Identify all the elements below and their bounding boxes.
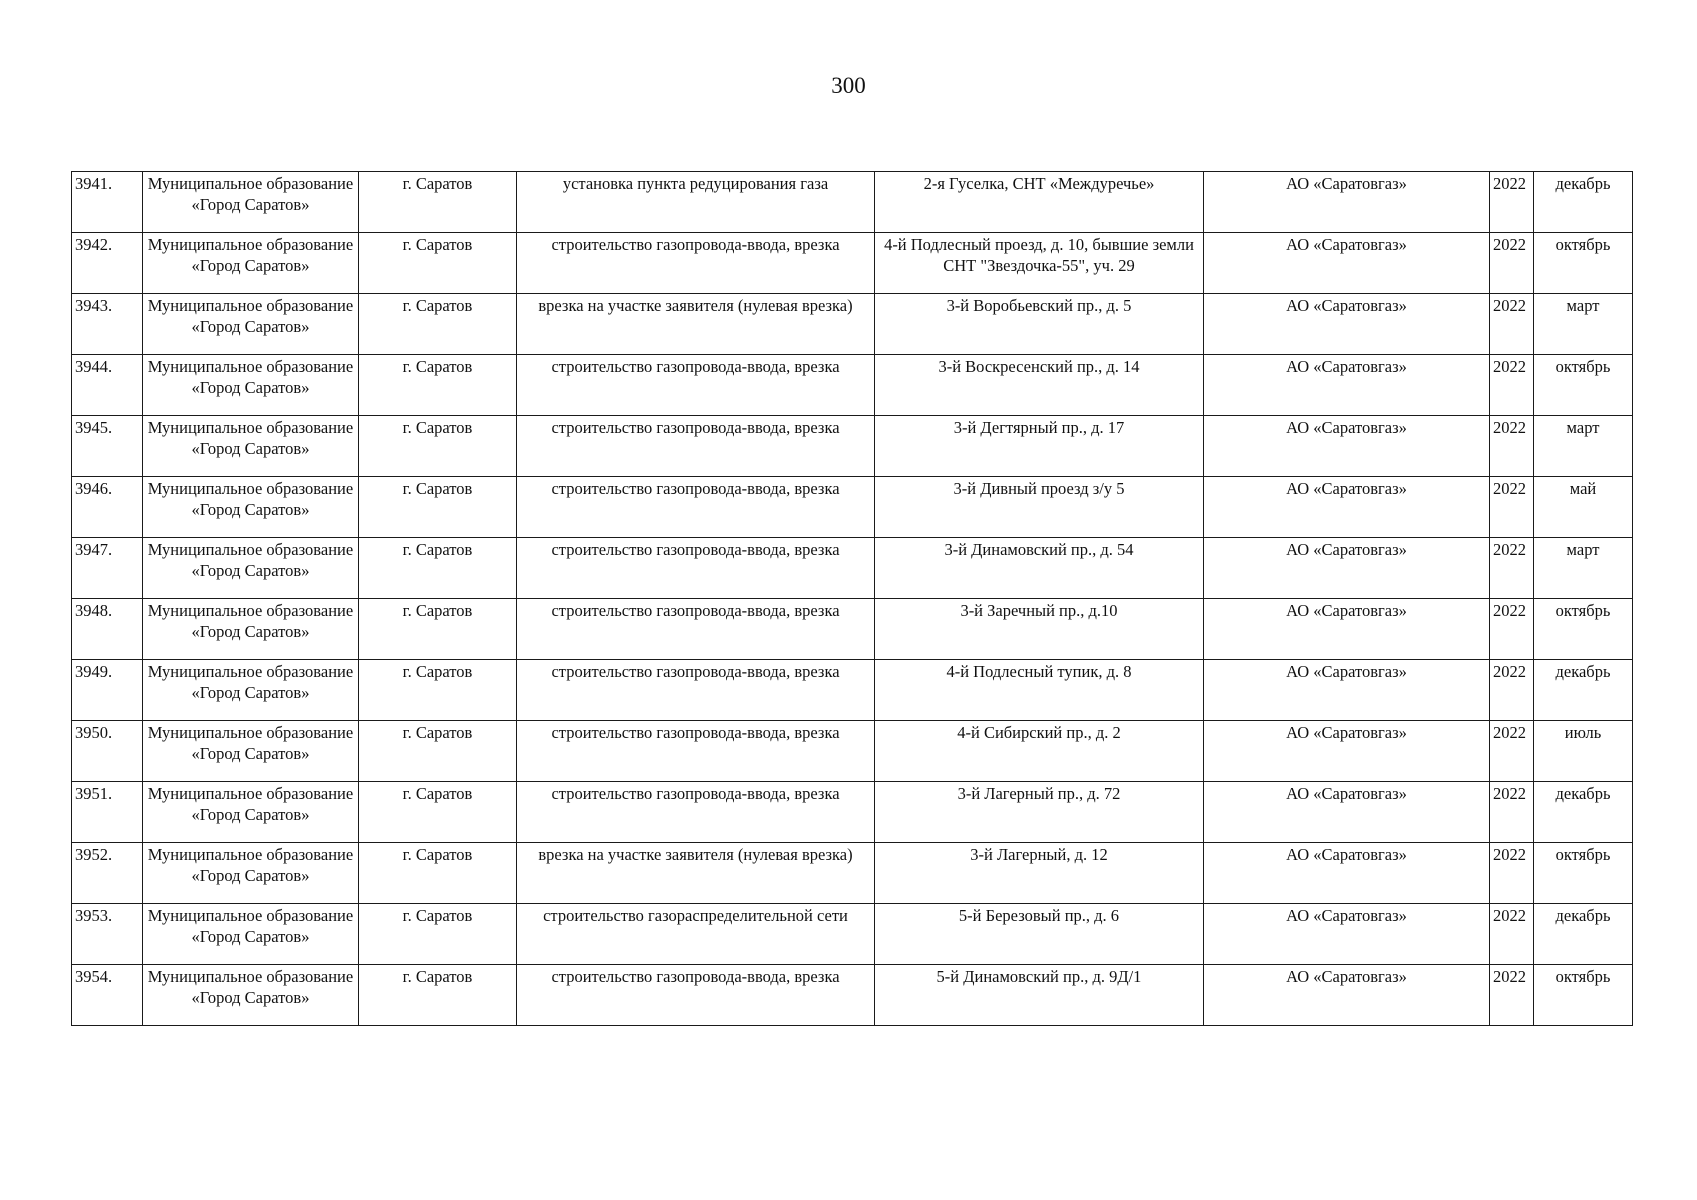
address-cell: 3-й Воробьевский пр., д. 5: [875, 294, 1204, 355]
work-type-cell: строительство газопровода-ввода, врезка: [517, 660, 875, 721]
city-cell: г. Саратов: [359, 416, 517, 477]
month-cell: октябрь: [1534, 233, 1633, 294]
city-cell: г. Саратов: [359, 904, 517, 965]
municipality-cell: Муниципальное образование «Город Саратов»: [143, 416, 359, 477]
row-number: 3946.: [72, 477, 143, 538]
row-number: 3951.: [72, 782, 143, 843]
address-cell: 4-й Сибирский пр., д. 2: [875, 721, 1204, 782]
table-row: [72, 172, 1633, 233]
row-number: 3952.: [72, 843, 143, 904]
address-cell: 3-й Динамовский пр., д. 54: [875, 538, 1204, 599]
year-cell: 2022: [1490, 843, 1534, 904]
address-cell: 3-й Лагерный пр., д. 72: [875, 782, 1204, 843]
table-row: [72, 599, 1633, 660]
organization-cell: АО «Саратовгаз»: [1204, 599, 1490, 660]
row-number: 3948.: [72, 599, 143, 660]
municipality-cell: Муниципальное образование «Город Саратов»: [143, 599, 359, 660]
year-cell: 2022: [1490, 538, 1534, 599]
row-number: 3945.: [72, 416, 143, 477]
city-cell: г. Саратов: [359, 843, 517, 904]
table-row: [72, 782, 1633, 843]
work-type-cell: строительство газопровода-ввода, врезка: [517, 477, 875, 538]
month-cell: октябрь: [1534, 355, 1633, 416]
row-number: 3942.: [72, 233, 143, 294]
work-type-cell: строительство газопровода-ввода, врезка: [517, 355, 875, 416]
city-cell: г. Саратов: [359, 538, 517, 599]
row-number: 3944.: [72, 355, 143, 416]
table-row: [72, 416, 1633, 477]
work-type-cell: строительство газораспределительной сети: [517, 904, 875, 965]
row-number: 3953.: [72, 904, 143, 965]
month-cell: май: [1534, 477, 1633, 538]
municipality-cell: Муниципальное образование «Город Саратов»: [143, 782, 359, 843]
year-cell: 2022: [1490, 355, 1534, 416]
month-cell: декабрь: [1534, 782, 1633, 843]
month-cell: октябрь: [1534, 843, 1633, 904]
municipality-cell: Муниципальное образование «Город Саратов»: [143, 965, 359, 1026]
gasification-table: [71, 171, 1633, 1026]
table-row: [72, 294, 1633, 355]
table-row: [72, 477, 1633, 538]
organization-cell: АО «Саратовгаз»: [1204, 843, 1490, 904]
year-cell: 2022: [1490, 721, 1534, 782]
table-row: [72, 904, 1633, 965]
table-row: [72, 233, 1633, 294]
work-type-cell: строительство газопровода-ввода, врезка: [517, 782, 875, 843]
table-row: [72, 660, 1633, 721]
table-row: [72, 721, 1633, 782]
year-cell: 2022: [1490, 294, 1534, 355]
municipality-cell: Муниципальное образование «Город Саратов»: [143, 721, 359, 782]
address-cell: 2-я Гуселка, СНТ «Междуречье»: [875, 172, 1204, 233]
month-cell: декабрь: [1534, 172, 1633, 233]
row-number: 3943.: [72, 294, 143, 355]
work-type-cell: строительство газопровода-ввода, врезка: [517, 538, 875, 599]
city-cell: г. Саратов: [359, 782, 517, 843]
work-type-cell: строительство газопровода-ввода, врезка: [517, 965, 875, 1026]
address-cell: 5-й Динамовский пр., д. 9Д/1: [875, 965, 1204, 1026]
year-cell: 2022: [1490, 660, 1534, 721]
year-cell: 2022: [1490, 904, 1534, 965]
organization-cell: АО «Саратовгаз»: [1204, 172, 1490, 233]
organization-cell: АО «Саратовгаз»: [1204, 233, 1490, 294]
municipality-cell: Муниципальное образование «Город Саратов»: [143, 538, 359, 599]
municipality-cell: Муниципальное образование «Город Саратов»: [143, 172, 359, 233]
row-number: 3949.: [72, 660, 143, 721]
organization-cell: АО «Саратовгаз»: [1204, 294, 1490, 355]
month-cell: октябрь: [1534, 599, 1633, 660]
municipality-cell: Муниципальное образование «Город Саратов»: [143, 904, 359, 965]
table-row: [72, 538, 1633, 599]
month-cell: март: [1534, 538, 1633, 599]
work-type-cell: врезка на участке заявителя (нулевая врезка): [517, 843, 875, 904]
month-cell: декабрь: [1534, 904, 1633, 965]
organization-cell: АО «Саратовгаз»: [1204, 355, 1490, 416]
city-cell: г. Саратов: [359, 965, 517, 1026]
table-row: [72, 965, 1633, 1026]
city-cell: г. Саратов: [359, 599, 517, 660]
year-cell: 2022: [1490, 782, 1534, 843]
municipality-cell: Муниципальное образование «Город Саратов»: [143, 660, 359, 721]
row-number: 3954.: [72, 965, 143, 1026]
municipality-cell: Муниципальное образование «Город Саратов»: [143, 843, 359, 904]
work-type-cell: строительство газопровода-ввода, врезка: [517, 599, 875, 660]
city-cell: г. Саратов: [359, 294, 517, 355]
city-cell: г. Саратов: [359, 233, 517, 294]
year-cell: 2022: [1490, 477, 1534, 538]
month-cell: март: [1534, 416, 1633, 477]
work-type-cell: строительство газопровода-ввода, врезка: [517, 233, 875, 294]
city-cell: г. Саратов: [359, 721, 517, 782]
row-number: 3950.: [72, 721, 143, 782]
municipality-cell: Муниципальное образование «Город Саратов»: [143, 294, 359, 355]
month-cell: октябрь: [1534, 965, 1633, 1026]
municipality-cell: Муниципальное образование «Город Саратов»: [143, 355, 359, 416]
page-number: 300: [831, 73, 866, 98]
row-number: 3947.: [72, 538, 143, 599]
table-row: [72, 355, 1633, 416]
address-cell: 3-й Дивный проезд з/у 5: [875, 477, 1204, 538]
organization-cell: АО «Саратовгаз»: [1204, 965, 1490, 1026]
municipality-cell: Муниципальное образование «Город Саратов»: [143, 477, 359, 538]
address-cell: 3-й Заречный пр., д.10: [875, 599, 1204, 660]
organization-cell: АО «Саратовгаз»: [1204, 477, 1490, 538]
row-number: 3941.: [72, 172, 143, 233]
address-cell: 3-й Воскресенский пр., д. 14: [875, 355, 1204, 416]
address-cell: 5-й Березовый пр., д. 6: [875, 904, 1204, 965]
organization-cell: АО «Саратовгаз»: [1204, 721, 1490, 782]
month-cell: декабрь: [1534, 660, 1633, 721]
table-row: [72, 843, 1633, 904]
year-cell: 2022: [1490, 172, 1534, 233]
city-cell: г. Саратов: [359, 660, 517, 721]
organization-cell: АО «Саратовгаз»: [1204, 660, 1490, 721]
work-type-cell: строительство газопровода-ввода, врезка: [517, 416, 875, 477]
year-cell: 2022: [1490, 416, 1534, 477]
city-cell: г. Саратов: [359, 172, 517, 233]
address-cell: 4-й Подлесный тупик, д. 8: [875, 660, 1204, 721]
month-cell: июль: [1534, 721, 1633, 782]
city-cell: г. Саратов: [359, 355, 517, 416]
organization-cell: АО «Саратовгаз»: [1204, 782, 1490, 843]
month-cell: март: [1534, 294, 1633, 355]
year-cell: 2022: [1490, 965, 1534, 1026]
work-type-cell: установка пункта редуцирования газа: [517, 172, 875, 233]
organization-cell: АО «Саратовгаз»: [1204, 904, 1490, 965]
year-cell: 2022: [1490, 233, 1534, 294]
work-type-cell: врезка на участке заявителя (нулевая врезка): [517, 294, 875, 355]
work-type-cell: строительство газопровода-ввода, врезка: [517, 721, 875, 782]
address-cell: 4-й Подлесный проезд, д. 10, бывшие земли СНТ "Звездочка-55", уч. 29: [875, 233, 1204, 294]
address-cell: 3-й Лагерный, д. 12: [875, 843, 1204, 904]
organization-cell: АО «Саратовгаз»: [1204, 538, 1490, 599]
address-cell: 3-й Дегтярный пр., д. 17: [875, 416, 1204, 477]
city-cell: г. Саратов: [359, 477, 517, 538]
municipality-cell: Муниципальное образование «Город Саратов»: [143, 233, 359, 294]
year-cell: 2022: [1490, 599, 1534, 660]
organization-cell: АО «Саратовгаз»: [1204, 416, 1490, 477]
